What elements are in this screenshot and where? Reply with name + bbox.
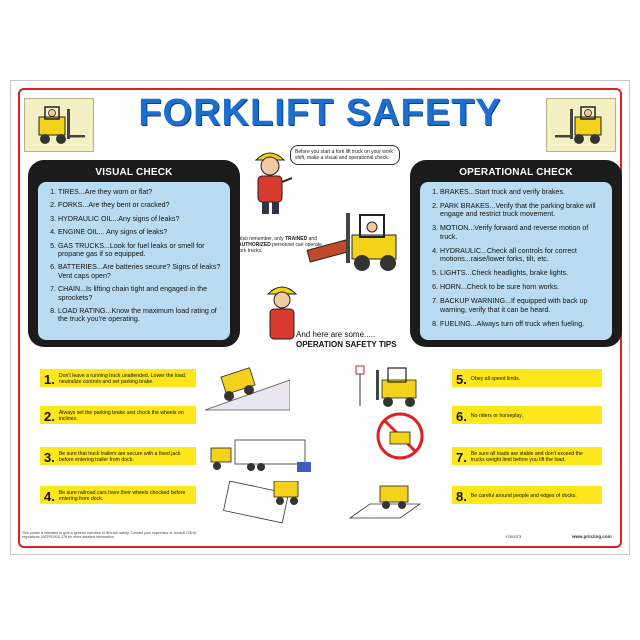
visual-check-list	[46, 188, 224, 324]
poster-title: FORKLIFT SAFETY	[138, 92, 502, 134]
safety-tip-2	[40, 406, 196, 424]
visual-check-list-box	[38, 182, 230, 340]
tip-text: Always set the parking brake and chock the wheels on inclines.	[58, 410, 184, 422]
forklift-illustration-center	[300, 205, 410, 282]
list-item: 7. BACKUP WARNING...If equipped with back up warning, verify that it can be heard.	[440, 297, 606, 314]
tip-number: 4.	[44, 488, 55, 504]
safety-tip-6	[452, 406, 602, 424]
speed-limit-forklift-illustration	[352, 364, 432, 415]
list-item: 1. TIRES...Are they worn or flat?	[58, 188, 224, 196]
tip-text: Be careful around people and edges of docks.	[470, 493, 577, 499]
tip-text: Don't leave a running truck unattended. Lower the load, neutralize controls and set parking brake.	[58, 373, 187, 385]
safety-tip-8	[452, 486, 602, 504]
tip-text: Be sure that truck trailers are secure with a fixed jack before entering trailer from dock.	[58, 451, 181, 463]
operational-check-heading: OPERATIONAL CHECK	[459, 167, 573, 178]
safety-tip-3	[40, 447, 196, 465]
footer-disclaimer: This poster is intended to give a general overview of lift truck safety. Contact your supervisor or consult OSHA regulations 29CFR1910.178 for more detailed information.	[22, 531, 197, 540]
tip-number: 2.	[44, 408, 55, 424]
no-riders-illustration	[370, 410, 430, 467]
list-item: 3. HYDRAULIC OIL...Any signs of leaks?	[58, 215, 224, 223]
list-item: 5. LIGHTS...Check headlights, brake lights.	[440, 269, 606, 277]
tip-number: 6.	[456, 408, 467, 424]
list-item: 5. GAS TRUCKS...Look for fuel leaks or smell for propane gas if so equipped.	[58, 242, 224, 259]
website-link[interactable]: www.prinzing.com	[572, 534, 612, 539]
tip-text: Be sure all loads are stable and don't exceed the trucks weight limit before you lift the load.	[470, 451, 583, 463]
list-item: 3. MOTION...Verify forward and reverse motion of truck.	[440, 224, 606, 241]
list-item: 6. HORN...Check to be sure horn works.	[440, 283, 606, 291]
tip-text: Be sure railroad cars have their wheels chocked before entering from dock.	[58, 490, 186, 502]
tip-text: Obey all speed limits.	[470, 376, 521, 382]
tips-heading-line2: OPERATION SAFETY TIPS	[296, 340, 397, 349]
dock-edge-illustration	[340, 478, 440, 535]
speech-bubble: Before you start a fork lift truck on your work shift, make a visual and operational check.	[290, 145, 400, 165]
tips-heading-line1: And here are some.....	[296, 330, 376, 339]
tips-heading	[296, 330, 406, 350]
tip-number: 8.	[456, 488, 467, 504]
operational-check-list	[428, 188, 606, 328]
authorized-personnel-note: Also remember, only TRAINED and AUTHORIZED personnel can operate fork trucks.	[238, 236, 322, 254]
safety-tip-7	[452, 447, 602, 465]
railroad-car-illustration	[218, 481, 308, 536]
visual-check-heading: VISUAL CHECK	[95, 167, 173, 178]
tip-number: 5.	[456, 371, 467, 387]
list-item: 1. BRAKES...Start truck and verify brakes.	[440, 188, 606, 196]
truck-trailer-illustration	[205, 436, 315, 481]
tip-number: 7.	[456, 449, 467, 465]
tip-number: 3.	[44, 449, 55, 465]
operational-check-list-box	[420, 182, 612, 340]
list-item: 4. ENGINE OIL... Any signs of leaks?	[58, 228, 224, 236]
list-item: 2. FORKS...Are they bent or cracked?	[58, 201, 224, 209]
tip-number: 1.	[44, 371, 55, 387]
list-item: 8. FUELING...Always turn off truck when fueling.	[440, 320, 606, 328]
safety-tip-4	[40, 486, 196, 504]
list-item: 2. PARK BRAKES...Verify that the parking brake will engage and restrict truck movement.	[440, 202, 606, 219]
safety-tip-1	[40, 369, 196, 387]
forklift-illustration-left	[24, 98, 94, 152]
list-item: 7. CHAIN...Is lifting chain tight and engaged in the sprockets?	[58, 285, 224, 302]
safety-tip-5	[452, 369, 602, 387]
list-item: 8. LOAD RATING...Know the maximum load rating of the truck you're operating.	[58, 307, 224, 324]
visual-check-panel	[28, 160, 240, 347]
operational-check-panel	[410, 160, 622, 347]
forklift-on-incline-illustration	[205, 362, 290, 417]
list-item: 4. HYDRAULIC...Check all controls for correct motions...raise/lower forks, tilt, etc.	[440, 247, 606, 264]
tip-text: No riders or horseplay.	[470, 413, 523, 419]
forklift-illustration-right	[546, 98, 616, 152]
product-code: Y2000T3	[505, 534, 522, 539]
list-item: 6. BATTERIES...Are batteries secure? Signs of leaks? Vent caps open?	[58, 263, 224, 280]
worker-illustration-top	[246, 146, 294, 221]
